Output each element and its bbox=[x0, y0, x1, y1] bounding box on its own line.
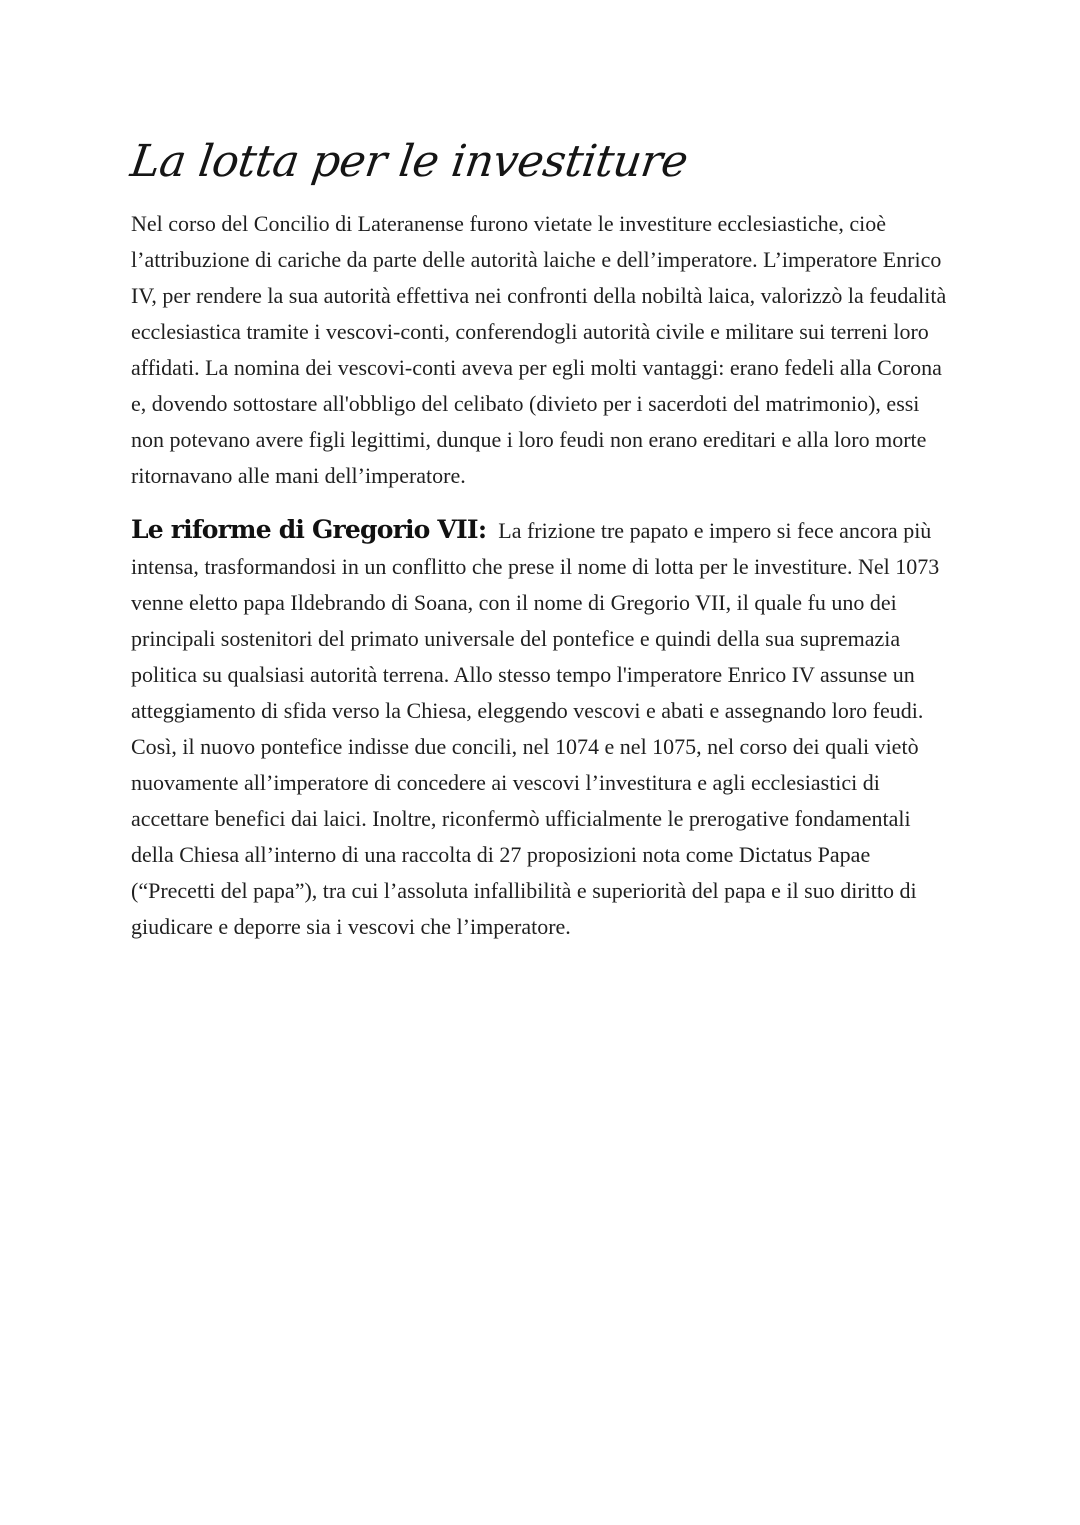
section-body: La frizione tre papato e impero si fece ancora più intensa, trasformandosi in un conflitto che prese il nome di lotta per le investiture. Nel 1073 venne eletto papa Ildebrando di Soana, con il nome di Gregorio VII, il quale fu uno dei principali sostenitori del primato universale del pontefice e quindi della sua supremazia politica su qualsiasi autorità terrena. Allo stesso tempo l'imperatore Enrico IV assunse un atteggiamento di sfida verso la Chiesa, eleggendo vescovi e abati e assegnando loro feudi. Così, il nuovo pontefice indisse due concili, nel 1074 e nel 1075, nel corso dei quali vietò nuovamente all’imperatore di concedere ai vescovi l’investitura e agli ecclesiastici di accettare benefici dai laici. Inoltre, riconfermò ufficialmente le prerogative fondamentali della Chiesa all’interno di una raccolta di 27 proposizioni nota come Dictatus Papae (“Precetti del papa”), tra cui l’assoluta infallibilità e superiorità del papa e il suo diritto di giudicare e deporre sia i vescovi che l’imperatore. bbox=[131, 518, 940, 939]
document-content bbox=[127, 132, 956, 945]
intro-paragraph: Nel corso del Concilio di Lateranense furono vietate le investiture ecclesiastiche, cioè l’attribuzione di cariche da parte delle autorità laiche e dell’imperatore. L’imperatore Enrico IV, per rendere la sua autorità effettiva nei confronti della nobiltà laica, valorizzò la feudalità ecclesiastica tramite i vescovi-conti, conferendogli autorità civile e militare sui terreni loro affidati. La nomina dei vescovi-conti aveva per egli molti vantaggi: erano fedeli alla Corona e, dovendo sottostare all'obbligo del celibato (divieto per i sacerdoti del matrimonio), essi non potevano avere figli legittimi, dunque i loro feudi non erano ereditari e alla loro morte ritornavano alle mani dell’imperatore. bbox=[131, 211, 947, 488]
section-paragraph bbox=[131, 512, 956, 945]
page-title: La lotta per le investiture bbox=[127, 136, 691, 187]
gregorio-reforms-section bbox=[131, 512, 956, 945]
section-heading: Le riforme di Gregorio VII: bbox=[131, 515, 487, 544]
